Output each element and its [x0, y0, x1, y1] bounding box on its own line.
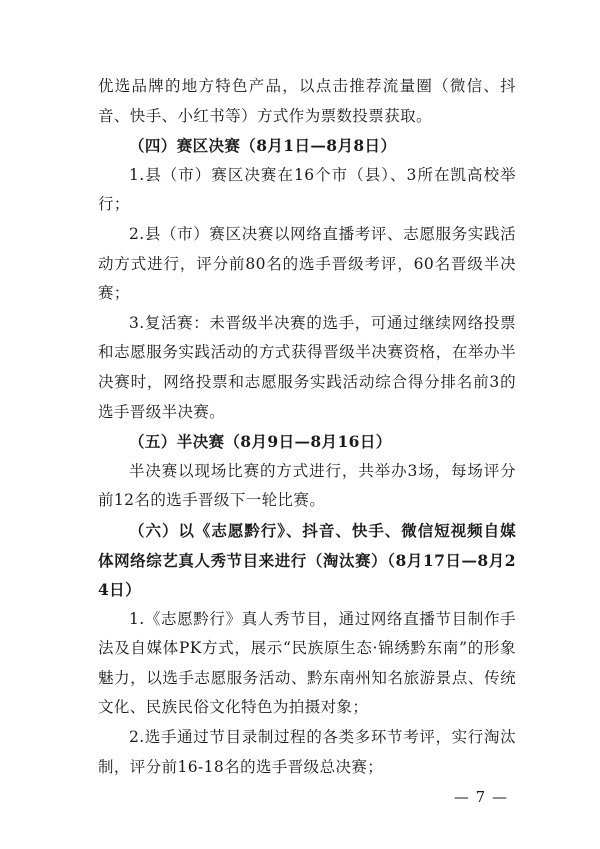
- paragraph-four-item-2: 2.县（市）赛区决赛以网络直播考评、志愿服务实践活动方式进行，评分前80名的选手晋级考评，60名晋级半决赛；: [98, 224, 516, 303]
- paragraph-semifinal: 半决赛以现场比赛的方式进行，共举办3场，每场评分前12名的选手晋级下一轮比赛。: [98, 461, 516, 510]
- heading-section-four: （四）赛区决赛（8月1日—8月8日）: [129, 136, 397, 156]
- heading-section-five: （五）半决赛（8月9日—8月16日）: [129, 432, 392, 452]
- paragraph-four-item-1: 1.县（市）赛区决赛在16个市（县）、3所在凯高校举行；: [98, 165, 516, 214]
- paragraph-six-item-2: 2.选手通过节目录制过程的各类多环节考评，实行淘汰制，评分前16-18名的选手晋级总决赛；: [98, 728, 516, 776]
- page-number: — 7 —: [453, 788, 508, 806]
- paragraph-voting-method: 优选品牌的地方特色产品，以点击推荐流量圈（微信、抖音、快手、小红书等）方式作为票数投票获取。: [98, 77, 516, 125]
- document-body: [98, 72, 516, 782]
- paragraph-four-item-3: 3.复活赛：未晋级半决赛的选手，可通过继续网络投票和志愿服务实践活动的方式获得晋级半决赛资格，在举办半决赛时，网络投票和志愿服务实践活动综合得分排名前3的选手晋级半决赛。: [98, 313, 516, 421]
- heading-section-six: （六）以《志愿黔行》、抖音、快手、微信短视频自媒体网络综艺真人秀节目来进行（淘汰赛）（8月17日—8月24日）: [98, 520, 516, 600]
- paragraph-six-item-1: 1.《志愿黔行》真人秀节目，通过网络直播节目制作手法及自媒体PK方式，展示“民族原生态·锦绣黔东南”的形象魅力，以选手志愿服务活动、黔东南州知名旅游景点、传统文化、民族民俗文化特色为拍摄对象；: [98, 609, 516, 717]
